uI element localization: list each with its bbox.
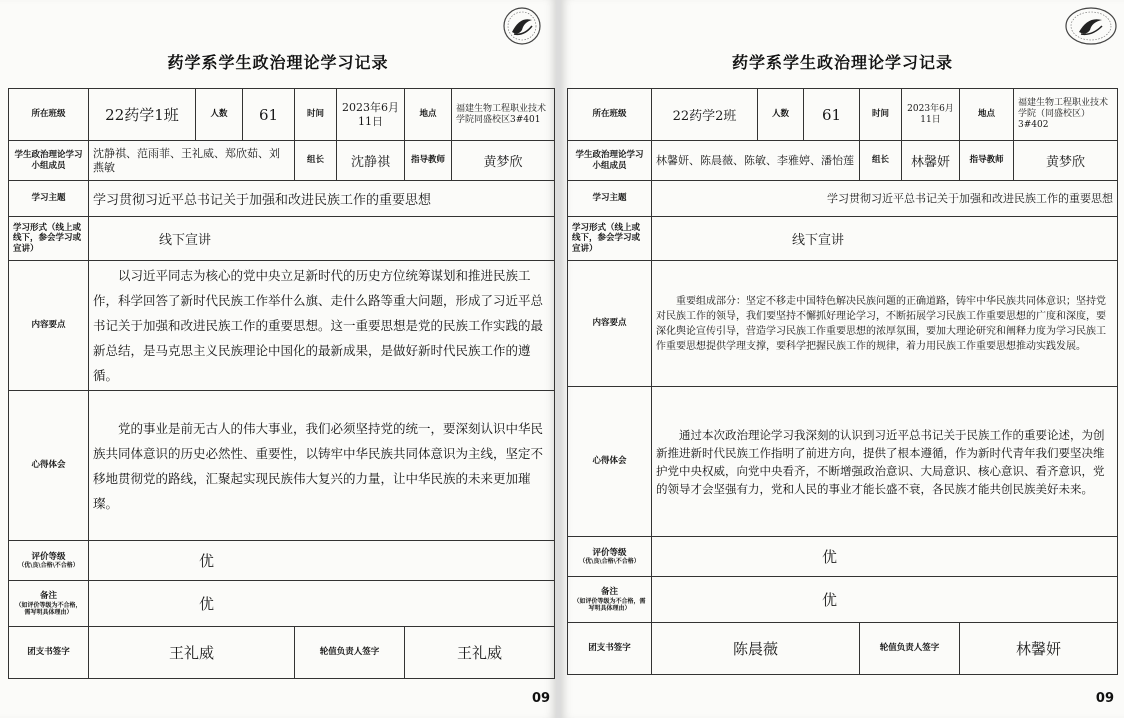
duty-sign-label: 轮值负责人签字 xyxy=(860,623,960,675)
duty-sign-label: 轮值负责人签字 xyxy=(295,627,405,679)
grade-note: （优\良\合格\不合格） xyxy=(579,558,640,566)
theme-value: 学习贯彻习近平总书记关于加强和改进民族工作的重要思想 xyxy=(652,181,1118,217)
form-label: 学习形式（线上或线下，参会学习或宣讲） xyxy=(9,217,89,261)
school-logo-icon xyxy=(1064,6,1118,46)
place-value: 福建生物工程职业技术学院同盛校区3#401 xyxy=(452,89,555,141)
page-title: 药学系学生政治理论学习记录 xyxy=(167,53,389,72)
place-label: 地点 xyxy=(960,89,1014,141)
branch-sign-value: 王礼威 xyxy=(89,627,295,679)
grade-note: （优\良\合格\不合格） xyxy=(18,562,79,570)
remark-note: （如评价等级为不合格，需写明具体理由） xyxy=(573,597,646,612)
remark-value: 优 xyxy=(652,577,1118,623)
school-logo-icon xyxy=(502,6,542,46)
count-value: 61 xyxy=(804,89,860,141)
experience-value: 党的事业是前无古人的伟大事业，我们必须坚持党的统一，要深刻认识中华民族共同体意识的历史必然性、重要性，以铸牢中华民族共同体意识为主线，坚定不移地贯彻党的路线，汇聚起实现民族伟大复兴的力量，让中华民族的未来更加璀璨。 xyxy=(89,391,555,541)
remark-note: （如评价等级为不合格，需写明具体理由） xyxy=(15,601,82,616)
members-label: 学生政治理论学习小组成员 xyxy=(9,141,89,181)
content-label: 内容要点 xyxy=(9,261,89,391)
grade-value: 优 xyxy=(89,541,555,581)
place-value: 福建生物工程职业技术学院（同盛校区）3#402 xyxy=(1014,89,1118,141)
time-value: 2023年6月11日 xyxy=(337,89,405,141)
teacher-label: 指导教师 xyxy=(960,141,1014,181)
place-label: 地点 xyxy=(405,89,452,141)
leader-label: 组长 xyxy=(860,141,902,181)
page-title: 药学系学生政治理论学习记录 xyxy=(731,53,953,72)
time-label: 时间 xyxy=(295,89,337,141)
record-table xyxy=(567,88,1118,675)
grade-label: 评价等级 xyxy=(592,547,627,558)
count-label: 人数 xyxy=(196,89,243,141)
experience-value: 通过本次政治理论学习我深刻的认识到习近平总书记关于民族工作的重要论述，为创新推进新时代民族工作指明了前进方向，提供了根本遵循，作为新时代青年我们要坚决维护党中央权威，向党中央看齐，不断增强政治意识、大局意识、核心意识、看齐意识，党的领导才会坚强有力，党和人民的事业才能长盛不衰，各民族才能共创民族美好未来。 xyxy=(652,387,1118,537)
remark-value: 优 xyxy=(89,581,555,627)
remark-label: 备注 xyxy=(600,587,618,597)
branch-sign-label: 团支书签字 xyxy=(568,623,652,675)
teacher-label: 指导教师 xyxy=(405,141,452,181)
teacher-value: 黄梦欣 xyxy=(1014,141,1118,181)
time-value: 2023年6月11日 xyxy=(902,89,960,141)
leader-label: 组长 xyxy=(295,141,337,181)
branch-sign-value: 陈晨薇 xyxy=(652,623,860,675)
form-label: 学习形式（线上或线下，参会学习或宣讲） xyxy=(568,217,652,261)
content-label: 内容要点 xyxy=(568,261,652,387)
left-page xyxy=(0,0,556,718)
theme-value: 学习贯彻习近平总书记关于加强和改进民族工作的重要思想 xyxy=(89,181,555,217)
duty-sign-value: 林馨妍 xyxy=(960,623,1118,675)
theme-label: 学习主题 xyxy=(568,181,652,217)
class-label: 所在班级 xyxy=(568,89,652,141)
class-value: 22药学2班 xyxy=(652,89,758,141)
class-value: 22药学1班 xyxy=(89,89,196,141)
record-table xyxy=(8,88,555,679)
remark-label: 备注 xyxy=(39,591,57,601)
content-value: 以习近平同志为核心的党中央立足新时代的历史方位统筹谋划和推进民族工作，科学回答了新时代民族工作举什么旗、走什么路等重大问题，形成了习近平总书记关于加强和改进民族工作的重要思想。这一重要思想是党的民族工作实践的最新总结，是马克思主义民族理论中国化的最新成果，是做好新时代民族工作的遵循。 xyxy=(89,261,555,391)
count-label: 人数 xyxy=(758,89,804,141)
grade-label: 评价等级 xyxy=(31,551,66,562)
time-label: 时间 xyxy=(860,89,902,141)
duty-sign-value: 王礼威 xyxy=(405,627,555,679)
branch-sign-label: 团支书签字 xyxy=(9,627,89,679)
theme-label: 学习主题 xyxy=(9,181,89,217)
members-value: 沈静祺、范雨菲、王礼威、郑欣茹、刘燕敏 xyxy=(89,141,295,181)
count-value: 61 xyxy=(243,89,295,141)
page-number: 09 xyxy=(532,691,551,706)
teacher-value: 黄梦欣 xyxy=(452,141,555,181)
grade-value: 优 xyxy=(652,537,1118,577)
form-value: 线下宣讲 xyxy=(89,217,555,261)
form-value: 线下宣讲 xyxy=(652,217,1118,261)
members-label: 学生政治理论学习小组成员 xyxy=(568,141,652,181)
members-value: 林馨妍、陈晨薇、陈敏、李雅婷、潘怡莲 xyxy=(652,141,860,181)
right-page xyxy=(561,0,1124,718)
content-value: 重要组成部分：坚定不移走中国特色解决民族问题的正确道路，铸牢中华民族共同体意识；坚持党对民族工作的领导，我们要坚持不懈抓好理论学习，不断拓展学习民族工作重要思想的广度和深度，要深化舆论宣传引导，营造学习民族工作重要思想的浓厚氛围，要加大理论研究和阐释力度为学习民族工作重要思想提供学理支撑，要科学把握民族工作的规律，着力用民族工作重要思想推动实践发展。 xyxy=(652,261,1118,387)
class-label: 所在班级 xyxy=(9,89,89,141)
leader-value: 林馨妍 xyxy=(902,141,960,181)
experience-label: 心得体会 xyxy=(568,387,652,537)
experience-label: 心得体会 xyxy=(9,391,89,541)
leader-value: 沈静祺 xyxy=(337,141,405,181)
page-number: 09 xyxy=(1095,691,1114,706)
